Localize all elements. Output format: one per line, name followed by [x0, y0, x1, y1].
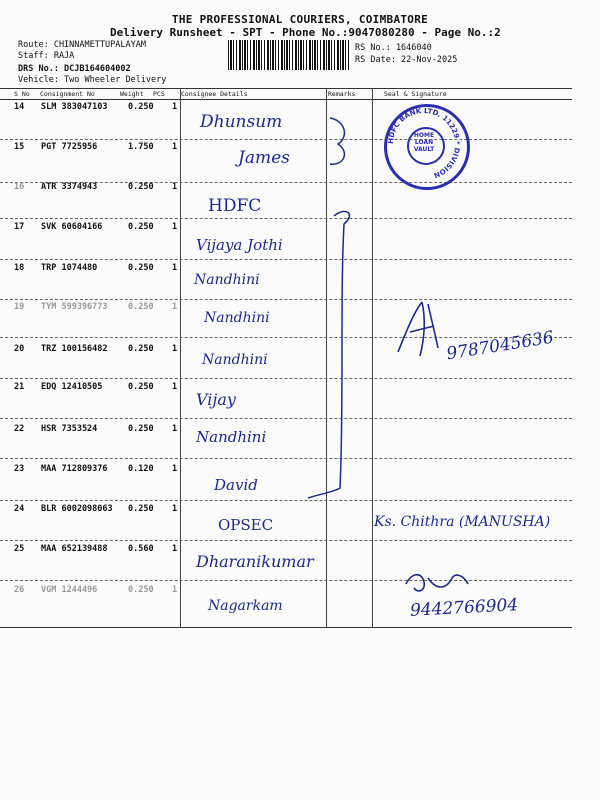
table-header-border — [0, 99, 572, 100]
row-pcs: 1 — [172, 142, 178, 152]
row-weight: 1.750 — [128, 142, 154, 152]
row-separator — [0, 299, 572, 300]
row-consignment: BLR 6002098063 — [41, 504, 113, 514]
row-pcs: 1 — [172, 222, 178, 232]
table-row — [0, 302, 572, 322]
stamp-center-text: HOME LOAN VAULT — [413, 132, 435, 153]
drs-number: DRS No.: DCJB164604002 — [18, 64, 131, 74]
row-consignment: TRP 1074480 — [41, 263, 98, 273]
row-weight: 0.250 — [128, 222, 154, 232]
staff-label: Staff: RAJA — [18, 51, 75, 61]
row-sno: 20 — [14, 344, 25, 354]
row-weight: 0.250 — [128, 424, 154, 434]
row-consignment: MAA 652139488 — [41, 544, 108, 554]
col-pcs: PCS — [153, 90, 165, 98]
row-weight: 0.250 — [128, 302, 154, 312]
row-weight: 0.120 — [128, 464, 154, 474]
signature-consignee: OPSEC — [218, 516, 274, 534]
signature-consignee: Nagarkam — [208, 598, 283, 614]
row-pcs: 1 — [172, 263, 178, 273]
row-pcs: 1 — [172, 424, 178, 434]
row-sno: 16 — [14, 182, 25, 192]
row-sno: 15 — [14, 142, 25, 152]
signature-consignee: Nandhini — [194, 272, 260, 288]
row-weight: 0.250 — [128, 182, 154, 192]
col-seal: Seal & Signature — [384, 90, 447, 98]
row-separator — [0, 378, 572, 379]
remarks-bracket — [300, 100, 380, 520]
scribble-initials — [402, 568, 472, 598]
row-separator — [0, 500, 572, 501]
table-row — [0, 382, 572, 402]
signature-consignee: Vijaya Jothi — [196, 236, 283, 254]
row-weight: 0.250 — [128, 102, 154, 112]
row-sno: 19 — [14, 302, 25, 312]
row-pcs: 1 — [172, 382, 178, 392]
col-consignment: Consignment No — [40, 90, 95, 98]
row-pcs: 1 — [172, 464, 178, 474]
row-consignment: TRZ 100156482 — [41, 344, 108, 354]
row-pcs: 1 — [172, 182, 178, 192]
row-separator — [0, 458, 572, 459]
row-sno: 23 — [14, 464, 25, 474]
table-row — [0, 222, 572, 242]
row-separator — [0, 580, 572, 581]
row-pcs: 1 — [172, 544, 178, 554]
signature-consignee: Dharanikumar — [196, 552, 314, 571]
signature-consignee: James — [238, 148, 290, 168]
signature-consignee: Nandhini — [202, 352, 268, 368]
signature-consignee: Dhunsum — [200, 112, 283, 132]
row-weight: 0.250 — [128, 504, 154, 514]
signature-consignee: Vijay — [196, 390, 236, 409]
barcode — [228, 40, 349, 70]
row-sno: 26 — [14, 585, 25, 595]
signature-consignee: HDFC — [208, 196, 262, 216]
table-row — [0, 424, 572, 444]
row-weight: 0.250 — [128, 585, 154, 595]
signature-consignee: David — [214, 476, 258, 494]
stamp-ring-label: HDFC BANK LTD. 11229 * DIVISION — [386, 106, 462, 180]
row-pcs: 1 — [172, 585, 178, 595]
table-row — [0, 182, 572, 202]
row-consignment: MAA 712809376 — [41, 464, 108, 474]
rs-date: RS Date: 22-Nov-2025 — [355, 55, 458, 65]
row-sno: 25 — [14, 544, 25, 554]
row-pcs: 1 — [172, 504, 178, 514]
col-consignee: Consignee Details — [181, 90, 248, 98]
scribble-signature — [392, 296, 442, 362]
vehicle-label: Vehicle: Two Wheeler Delivery — [18, 75, 167, 85]
phone-handwritten: 9787045636 — [445, 327, 556, 365]
rs-number: RS No.: 1646040 — [355, 43, 432, 53]
signature-consignee: Nandhini — [196, 428, 267, 446]
row-consignment: HSR 7353524 — [41, 424, 98, 434]
row-separator — [0, 259, 572, 260]
row-sno: 17 — [14, 222, 25, 232]
table-row — [0, 102, 572, 122]
table-bottom-border — [0, 627, 572, 628]
company-title: THE PROFESSIONAL COURIERS, COIMBATORE — [171, 13, 429, 26]
row-separator — [0, 418, 572, 419]
route-label: Route: CHINNAMETTUPALAYAM — [18, 40, 146, 50]
row-pcs: 1 — [172, 302, 178, 312]
row-consignment: ATR 3374943 — [41, 182, 98, 192]
row-pcs: 1 — [172, 344, 178, 354]
row-consignment: TYM 599396773 — [41, 302, 108, 312]
signature-consignee: Nandhini — [204, 310, 270, 326]
col-sno: S No — [14, 90, 30, 98]
row-separator — [0, 218, 572, 219]
row-consignment: SLM 383047103 — [41, 102, 108, 112]
row-weight: 0.250 — [128, 263, 154, 273]
row-weight: 0.560 — [128, 544, 154, 554]
row-consignment: EDQ 12410505 — [41, 382, 103, 392]
col-weight: Weight — [120, 90, 144, 98]
row-weight: 0.250 — [128, 344, 154, 354]
row-sno: 14 — [14, 102, 25, 112]
runsheet-subtitle: Delivery Runsheet - SPT - Phone No.:9047080280 - Page No.:2 — [110, 26, 501, 39]
phone-handwritten-2: 9442766904 — [409, 595, 519, 621]
row-separator — [0, 540, 572, 541]
row-consignment: PGT 7725956 — [41, 142, 98, 152]
row-sno: 21 — [14, 382, 25, 392]
row-weight: 0.250 — [128, 382, 154, 392]
table-row — [0, 263, 572, 283]
remark-handwritten: Ks. Chithra (MANUSHA) — [374, 514, 551, 530]
row-pcs: 1 — [172, 102, 178, 112]
row-sno: 24 — [14, 504, 25, 514]
row-consignment: SVK 60604166 — [41, 222, 103, 232]
table-top-border — [0, 88, 572, 89]
table-row — [0, 464, 572, 484]
row-sno: 18 — [14, 263, 25, 273]
row-separator — [0, 139, 572, 140]
row-consignment: VGM 1244496 — [41, 585, 98, 595]
col-remarks: Remarks — [328, 90, 356, 98]
row-sno: 22 — [14, 424, 25, 434]
